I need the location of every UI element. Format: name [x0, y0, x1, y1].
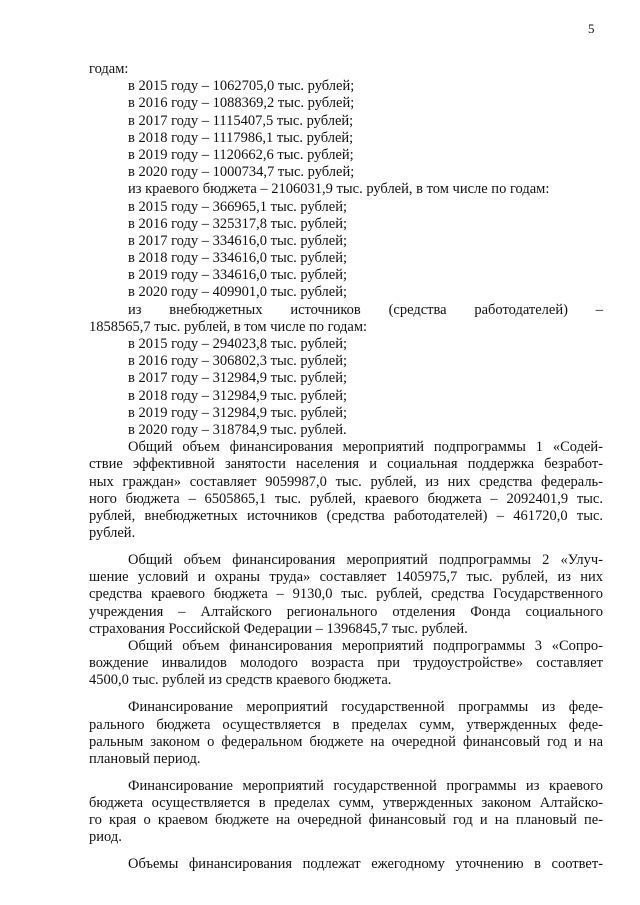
text-line: в 2015 году – 1062705,0 тыс. рублей; [128, 78, 355, 95]
text-line: ных граждан» составляет 9059987,0 тыс. рублей, из них средства федераль- [89, 473, 603, 490]
text-line: в 2017 году – 334616,0 тыс. рублей; [128, 232, 348, 249]
text-line: в 2016 году – 306802,3 тыс. рублей; [128, 353, 348, 370]
text-line: вождение инвалидов молодого возраста при трудоустройстве» составляет [89, 655, 603, 672]
text-line: в 2018 году – 1117986,1 тыс. рублей; [128, 129, 354, 146]
text-line: в 2019 году – 1120662,6 тыс. рублей; [128, 146, 354, 163]
text-line: го края о краевом бюджете на очередной финансовый год и на плановый пе- [89, 812, 603, 829]
text-line: из краевого бюджета – 2106031,9 тыс. рублей, в том числе по годам: [128, 181, 550, 198]
text-line: в 2016 году – 1088369,2 тыс. рублей; [128, 95, 355, 112]
text-line: страхования Российской Федерации – 1396845,7 тыс. рублей. [89, 620, 468, 637]
text-line: в 2020 году – 318784,9 тыс. рублей. [128, 421, 347, 438]
text-line: 1858565,7 тыс. рублей, в том числе по годам: [89, 318, 368, 335]
text-line: в 2018 году – 312984,9 тыс. рублей; [128, 387, 348, 404]
page-number: 5 [588, 21, 595, 36]
text-line: ствие эффективной занятости населения и социальная поддержка безработ- [89, 456, 603, 473]
text-line: в 2018 году – 334616,0 тыс. рублей; [128, 250, 348, 267]
text-line: в 2015 году – 366965,1 тыс. рублей; [128, 198, 348, 215]
text-line: в 2019 году – 312984,9 тыс. рублей; [128, 404, 348, 421]
text-line: Общий объем финансирования мероприятий подпрограммы 2 «Улуч- [128, 552, 603, 569]
text-line: Объемы финансирования подлежат ежегодному уточнению в соответ- [128, 856, 603, 873]
text-line: годам: [89, 61, 129, 77]
text-line: в 2016 году – 325317,8 тыс. рублей; [128, 215, 348, 232]
text-line: в 2017 году – 312984,9 тыс. рублей; [128, 370, 348, 387]
text-line: рублей, внебюджетных источников (средства работодателей) – 461720,0 тыс. [89, 507, 603, 524]
text-line: ного бюджета – 6505865,1 тыс. рублей, краевого бюджета – 2092401,9 тыс. [89, 490, 603, 507]
text-line: Общий объем финансирования мероприятий подпрограммы 1 «Содей- [128, 439, 603, 456]
text-line: в 2015 году – 294023,8 тыс. рублей; [128, 336, 348, 352]
text-line: учреждения – Алтайского регионального отделения Фонда социального [89, 603, 603, 620]
text-line: в 2020 году – 409901,0 тыс. рублей; [128, 284, 348, 301]
text-line: риод. [89, 829, 122, 846]
text-line: ральным законом о федеральном бюджете на очередной финансовый год и на [89, 733, 603, 750]
document-body [89, 61, 603, 874]
text-line: бюджета осуществляется в пределах сумм, утвержденных законом Алтайско- [89, 795, 603, 812]
text-line: средства краевого бюджета – 9130,0 тыс. рублей, средства Государственного [89, 586, 603, 603]
text-line: Финансирование мероприятий государственной программы из краевого [128, 777, 603, 794]
text-line: в 2020 году – 1000734,7 тыс. рублей; [128, 164, 355, 181]
text-line: Финансирование мероприятий государственной программы из феде- [128, 699, 603, 716]
text-line: 4500,0 тыс. рублей из средств краевого бюджета. [89, 672, 392, 689]
text-line: из внебюджетных источников (средства работодателей) – [128, 301, 603, 318]
text-line: Общий объем финансирования мероприятий подпрограммы 3 «Сопро- [128, 637, 603, 654]
text-line: рального бюджета осуществляется в пределах сумм, утвержденных феде- [89, 716, 603, 733]
text-line: шение условий и охраны труда» составляет 1405975,7 тыс. рублей, из них [89, 569, 603, 586]
text-line: в 2017 году – 1115407,5 тыс. рублей; [128, 112, 354, 129]
text-line: рублей. [89, 525, 136, 542]
text-line: в 2019 году – 334616,0 тыс. рублей; [128, 267, 348, 284]
text-line: плановый период. [89, 750, 201, 767]
